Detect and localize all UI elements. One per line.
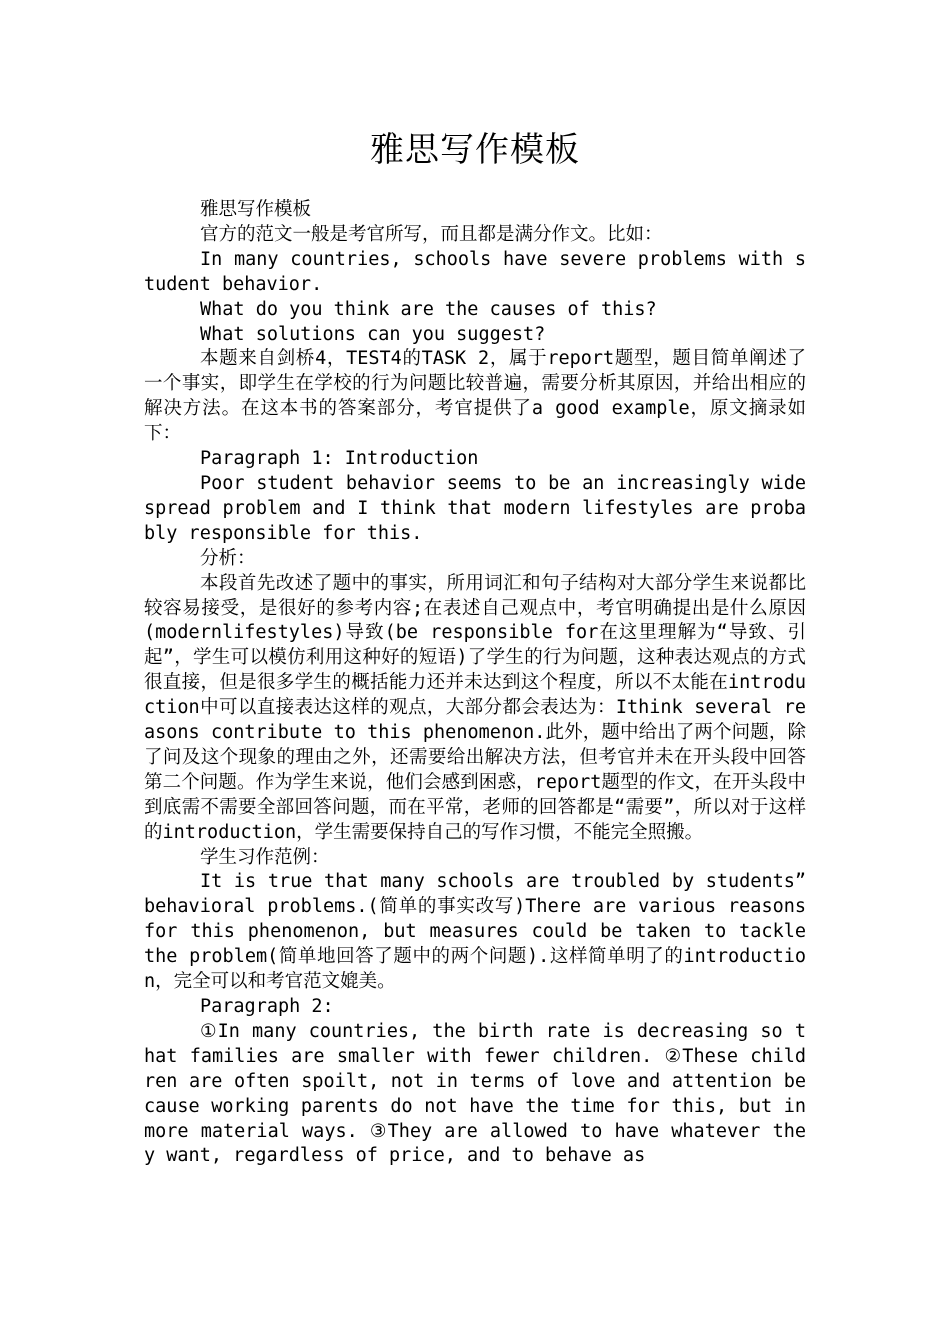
paragraph: Poor student behavior seems to be an increasingly widespread problem and I think that modern lifestyles are probably responsible for this. — [144, 472, 806, 544]
paragraph: 本题来自剑桥4，TEST4的TASK 2，属于report题型，题目简单阐述了一个事实，即学生在学校的行为问题比较普遍，需要分析其原因，并给出相应的解决方法。在这本书的答案部分，考官提供了a good example，原文摘录如下： — [144, 348, 806, 445]
paragraph: What solutions can you suggest? — [200, 323, 546, 345]
document-page — [144, 0, 806, 1169]
paragraph: 分析： — [200, 547, 256, 569]
paragraph: 本段首先改述了题中的事实，所用词汇和句子结构对大部分学生来说都比较容易接受，是很好的参考内容;在表述自己观点中，考官明确提出是什么原因(modernlifestyles)导致(be responsible for在这里理解为“导致、引起”，学生可以模仿利用这种好的短语)了学生的行为问题，这种表达观点的方式很直接，但是很多学生的概括能力还并未达到这个程度，所以不太能在introduction中可以直接表达这样的观点，大部分都会表达为：Ithink several reasons contribute to this phenomenon.此外，题中给出了两个问题，除了问及这个现象的理由之外，还需要给出解决方法，但考官并未在开头段中回答第二个问题。作为学生来说，他们会感到困惑，report题型的作文，在开头段中到底需不需要全部回答问题，而在平常，老师的回答都是“需要”，所以对于这样的introduction，学生需要保持自己的写作习惯，不能完全照搬。 — [144, 572, 806, 843]
paragraph: 官方的范文一般是考官所写，而且都是满分作文。比如： — [200, 223, 663, 245]
paragraph: It is true that many schools are troubled by students” behavioral problems.(简单的事实改写)There are various reasons for this phenomenon, but measures could be taken to tackle the problem(简单地回答了题中的两个问题).这样简单明了的introduction，完全可以和考官范文媲美。 — [144, 871, 806, 993]
document-title: 雅思写作模板 — [370, 130, 580, 170]
paragraph: ①In many countries, the birth rate is decreasing so that families are smaller with fewer children. ②These children are often spoilt, not in terms of love and attention because working parents do not have the time for this, but in more material ways. ③They are allowed to have whatever they want, regardless of price, and to behave as — [144, 1020, 806, 1167]
paragraph: Paragraph 1: Introduction — [200, 448, 479, 470]
paragraph: What do you think are the causes of this? — [200, 298, 657, 320]
paragraph: In many countries, schools have severe problems with student behavior. — [144, 248, 806, 295]
paragraph: 雅思写作模板 — [200, 199, 312, 220]
paragraph: Paragraph 2: — [200, 996, 334, 1017]
document-body — [144, 198, 806, 1169]
paragraph: 学生习作范例： — [200, 846, 330, 868]
